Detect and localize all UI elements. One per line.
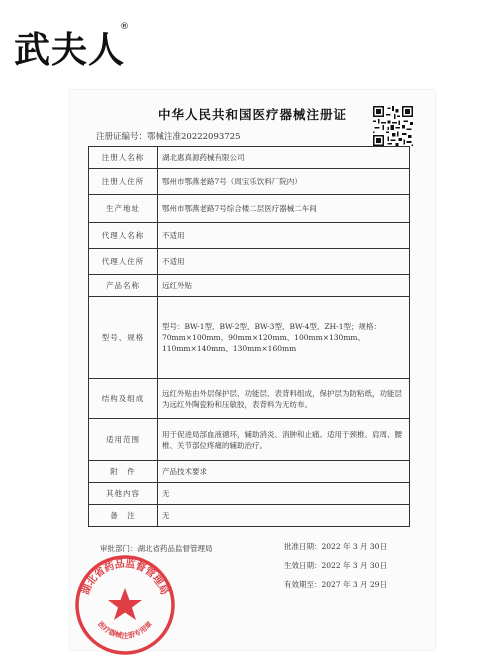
- date-block: [284, 541, 387, 598]
- row-label: 备 注: [89, 505, 158, 527]
- table-row: [89, 379, 410, 419]
- approval-date: [284, 541, 387, 552]
- row-value: 远红外贴: [158, 275, 410, 297]
- row-label: 型号、规格: [89, 297, 158, 379]
- brand-logo: 武夫人: [14, 30, 126, 71]
- date-label: 生效日期：: [284, 561, 322, 570]
- effective-date: [284, 560, 387, 571]
- date-value: 2022 年 3 月 30日: [321, 561, 387, 570]
- row-value: 远红外贴由外层保护层、功能层、表背料组成，保护层为防粘纸，功能层为远红外陶瓷粉和压敏胶，表背料为无纺布。: [158, 379, 410, 419]
- row-label: 注册人住所: [89, 169, 158, 195]
- registered-mark: ®: [120, 22, 129, 32]
- row-label: 附 件: [89, 461, 158, 483]
- seal-outer-text: 湖北省药品监督管理局: [80, 558, 170, 597]
- table-row: [89, 169, 410, 195]
- certificate-table: [88, 146, 410, 527]
- row-label: 产品名称: [89, 275, 158, 297]
- row-label: 其他内容: [89, 483, 158, 505]
- date-value: 2027 年 3 月 29日: [321, 580, 387, 589]
- star-icon: [108, 588, 142, 620]
- reg-no-value: 鄂械注准20222093725: [147, 132, 241, 142]
- date-label: 有效期至：: [284, 580, 322, 589]
- row-label: 生产地址: [89, 195, 158, 223]
- row-label: 注册人名称: [89, 147, 158, 169]
- seal-inner-text: 医疗器械注册专用章: [96, 620, 154, 640]
- svg-text:医疗器械注册专用章: [96, 619, 154, 639]
- table-row: [89, 483, 410, 505]
- table-row: [89, 223, 410, 249]
- row-label: 结构及组成: [89, 379, 158, 419]
- row-value: 无: [158, 483, 410, 505]
- table-row: [89, 249, 410, 275]
- date-value: 2022 年 3 月 30日: [321, 542, 387, 551]
- row-label: 适用范围: [89, 419, 158, 461]
- certificate-title: 中华人民共和国医疗器械注册证: [157, 107, 347, 122]
- certificate-document: [70, 90, 435, 650]
- row-value: 不适用: [158, 249, 410, 275]
- row-label: 代理人名称: [89, 223, 158, 249]
- row-value: 产品技术要求: [158, 461, 410, 483]
- reg-no-label: 注册证编号：: [96, 132, 148, 142]
- table-row: [89, 275, 410, 297]
- qr-code-icon: [373, 106, 413, 146]
- table-row: [89, 297, 410, 379]
- table-row: [89, 147, 410, 169]
- registration-number: [96, 130, 241, 142]
- row-label: 代理人住所: [89, 249, 158, 275]
- table-row: [89, 419, 410, 461]
- issuing-authority: 审批部门：湖北省药品监督管理局: [100, 544, 213, 553]
- expiry-date: [284, 579, 387, 590]
- row-value: 鄂州市鄂燕老路7号（周宝乐饮料厂院内）: [158, 169, 410, 195]
- table-row: [89, 505, 410, 527]
- date-label: 批准日期：: [284, 542, 322, 551]
- table-row: [89, 461, 410, 483]
- table-row: [89, 195, 410, 223]
- row-value: 型号：BW-1型、BW-2型、BW-3型、BW-4型、ZH-1型；规格：70mm×100mm、90mm×120mm、100mm×130mm、110mm×140mm、130mm×160mm: [158, 297, 410, 379]
- row-value: 用于促进局部血液循环，辅助消炎、消肿和止痛。适用于颈椎、肩周、腰椎、关节部位疼痛的辅助治疗。: [158, 419, 410, 461]
- row-value: 湖北惠真源药械有限公司: [158, 147, 410, 169]
- official-seal-stamp: [70, 550, 180, 660]
- row-value: 无: [158, 505, 410, 527]
- row-value: 不适用: [158, 223, 410, 249]
- row-value: 鄂州市鄂燕老路7号综合楼二层医疗器械二车间: [158, 195, 410, 223]
